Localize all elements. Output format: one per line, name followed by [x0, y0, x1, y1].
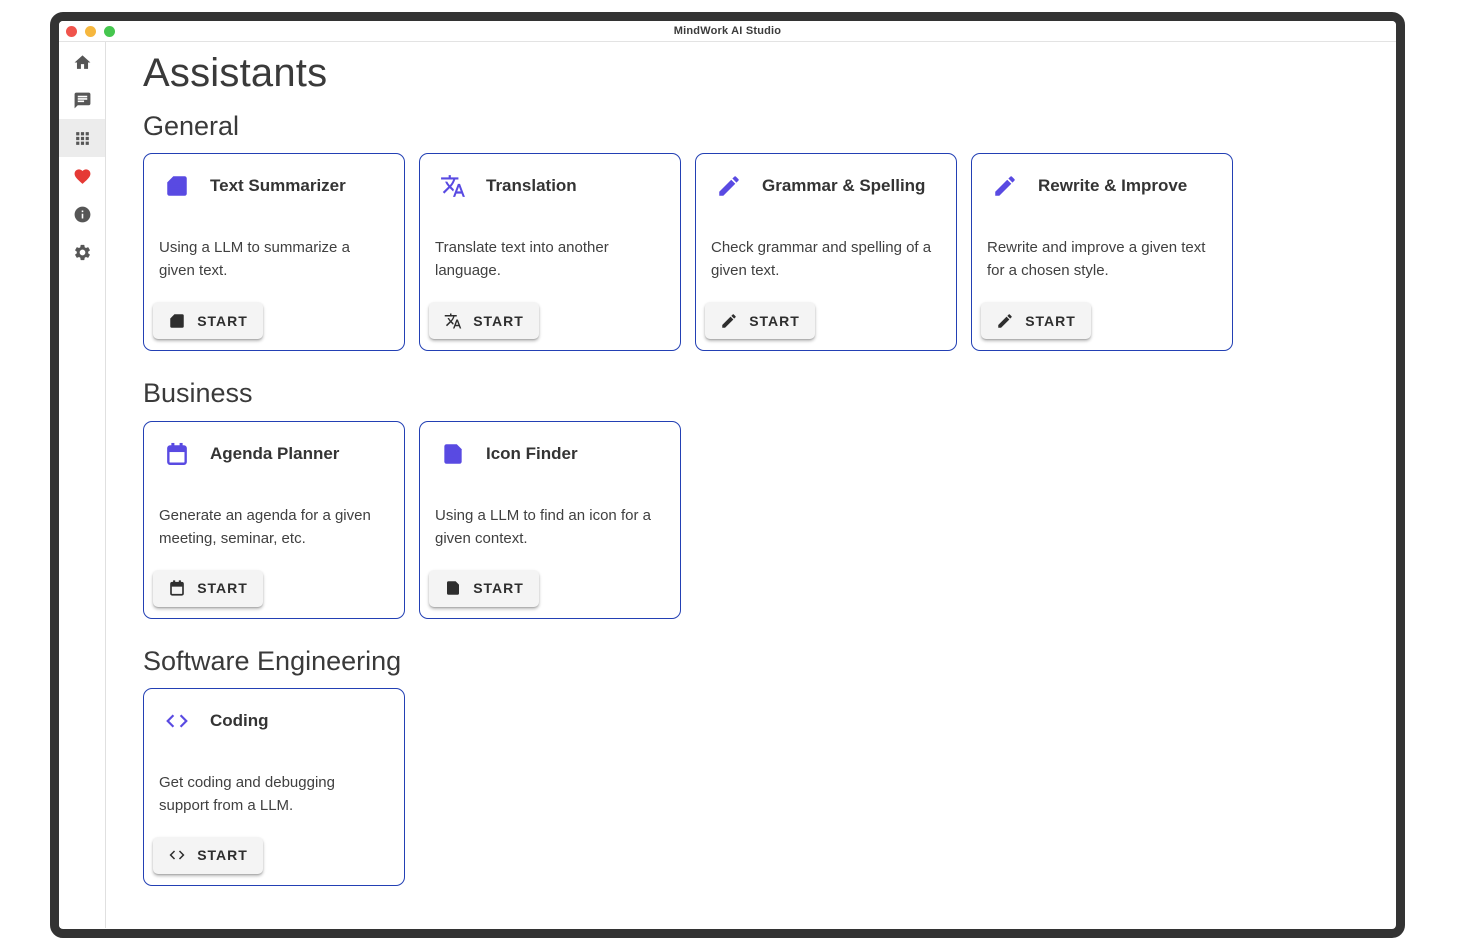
summarize-icon [168, 312, 186, 330]
code-icon [168, 846, 186, 864]
apps-grid-icon [73, 129, 92, 148]
assistant-card-rewrite-improve [971, 153, 1233, 351]
page-title: Assistants [143, 51, 328, 95]
card-description: Using a LLM to find an icon for a given context. [435, 506, 651, 547]
start-button-grammar-spelling[interactable] [705, 302, 815, 339]
icon-search-icon [440, 441, 466, 467]
edit-pencil-icon [992, 173, 1018, 199]
edit-pencil-icon [716, 173, 742, 199]
edit-pencil-icon [996, 312, 1014, 330]
traffic-lights [66, 21, 115, 41]
start-button-rewrite-improve[interactable] [981, 302, 1091, 339]
card-description: Using a LLM to summarize a given text. [159, 239, 350, 280]
window-title: MindWork AI Studio [673, 25, 782, 37]
section-title-software-engineering: Software Engineering [143, 645, 402, 676]
close-window-button[interactable] [66, 26, 77, 37]
translate-icon [440, 173, 466, 199]
minimize-window-button[interactable] [85, 26, 96, 37]
start-button-label: START [473, 580, 524, 597]
start-button-translation[interactable] [429, 302, 539, 339]
code-icon [164, 708, 190, 734]
assistant-card-text-summarizer [143, 153, 405, 351]
home-icon [73, 53, 92, 72]
sidebar-item-chat[interactable] [59, 81, 105, 119]
assistant-card-icon-finder [419, 421, 681, 619]
start-button-label: START [197, 580, 248, 597]
sidebar-item-home[interactable] [59, 43, 105, 81]
start-button-coding[interactable] [153, 837, 263, 874]
start-button-label: START [197, 847, 248, 864]
calendar-icon [164, 441, 190, 467]
section-title-general: General [143, 111, 240, 142]
edit-pencil-icon [720, 312, 738, 330]
start-button-label: START [473, 312, 524, 329]
section-title-business: Business [143, 378, 253, 409]
assistant-card-agenda-planner [143, 421, 405, 619]
sidebar-item-favorites[interactable] [59, 157, 105, 195]
card-row-general [143, 153, 1376, 351]
card-row-business [143, 421, 1376, 619]
card-description: Check grammar and spelling of a given text. [711, 239, 932, 280]
start-button-label: START [197, 312, 248, 329]
start-button-label: START [749, 312, 800, 329]
sidebar [59, 42, 106, 928]
translate-icon [444, 312, 462, 330]
card-description: Get coding and debugging support from a LLM. [159, 773, 335, 814]
app-window [50, 12, 1405, 938]
card-description: Rewrite and improve a given text for a chosen style. [987, 239, 1206, 280]
info-icon [73, 205, 92, 224]
sidebar-item-assistants[interactable] [59, 119, 105, 157]
assistant-card-translation [419, 153, 681, 351]
assistant-card-grammar-spelling [695, 153, 957, 351]
start-button-icon-finder[interactable] [429, 570, 539, 607]
start-button-agenda-planner[interactable] [153, 570, 263, 607]
start-button-label: START [1025, 312, 1076, 329]
card-title: Translation [486, 176, 577, 196]
icon-search-icon [444, 579, 462, 597]
card-title: Icon Finder [486, 443, 578, 463]
summarize-icon [164, 173, 190, 199]
card-title: Grammar & Spelling [762, 176, 926, 196]
titlebar [59, 21, 1396, 42]
card-title: Text Summarizer [210, 176, 346, 196]
card-title: Rewrite & Improve [1038, 176, 1188, 196]
card-row-software-engineering [143, 688, 1376, 886]
settings-gear-icon [73, 243, 92, 262]
start-button-text-summarizer[interactable] [153, 302, 263, 339]
sidebar-item-about[interactable] [59, 195, 105, 233]
card-description: Generate an agenda for a given meeting, seminar, etc. [159, 506, 371, 547]
calendar-icon [168, 579, 186, 597]
chat-icon [73, 91, 92, 110]
card-title: Coding [210, 710, 269, 730]
card-description: Translate text into another language. [435, 239, 609, 280]
card-title: Agenda Planner [210, 443, 340, 463]
main-content [106, 42, 1396, 928]
zoom-window-button[interactable] [104, 26, 115, 37]
assistant-card-coding [143, 688, 405, 886]
heart-icon [73, 167, 92, 186]
sidebar-item-settings[interactable] [59, 233, 105, 271]
